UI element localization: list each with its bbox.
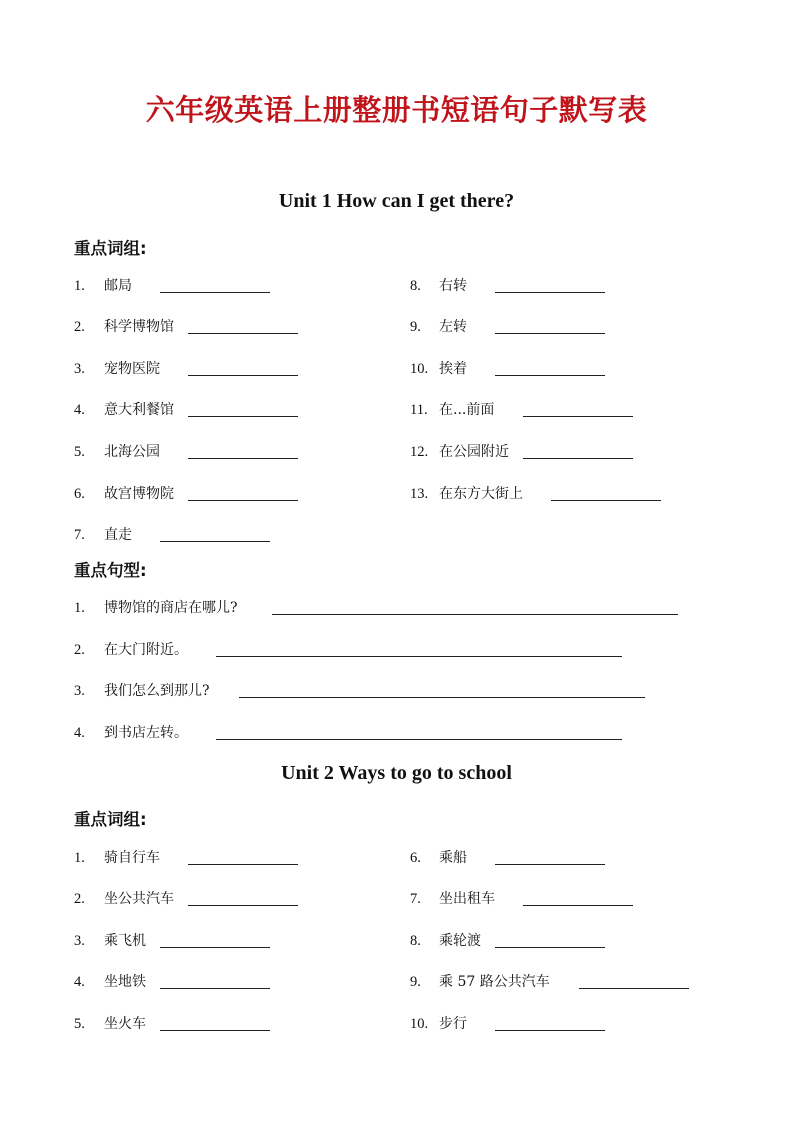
item-text: 宠物医院 xyxy=(104,361,160,377)
answer-blank[interactable] xyxy=(216,656,622,657)
unit-2-phrases-label: 重点词组: xyxy=(74,810,147,829)
item-text: 坐火车 xyxy=(104,1016,146,1032)
item-text: 在大门附近。 xyxy=(104,642,188,658)
unit-1-phrases-label: 重点词组: xyxy=(74,239,147,258)
answer-blank[interactable] xyxy=(188,375,298,376)
item-text: 到书店左转。 xyxy=(104,725,188,741)
answer-blank[interactable] xyxy=(579,988,689,989)
answer-blank[interactable] xyxy=(188,416,298,417)
item-text: 挨着 xyxy=(439,361,467,377)
answer-blank[interactable] xyxy=(188,458,298,459)
item-number: 2. xyxy=(74,891,85,907)
item-number: 2. xyxy=(74,642,85,658)
answer-blank[interactable] xyxy=(216,739,622,740)
answer-blank[interactable] xyxy=(188,500,298,501)
item-number: 8. xyxy=(410,278,421,294)
item-number: 10. xyxy=(410,1016,429,1032)
item-text: 骑自行车 xyxy=(104,850,160,866)
answer-blank[interactable] xyxy=(551,500,661,501)
answer-blank[interactable] xyxy=(239,697,645,698)
answer-blank[interactable] xyxy=(523,416,633,417)
item-number: 1. xyxy=(74,278,85,294)
item-text: 在...前面 xyxy=(439,402,495,418)
item-text: 在公园附近 xyxy=(439,444,509,460)
unit-2-heading: Unit 2 Ways to go to school xyxy=(281,762,512,784)
item-text: 北海公园 xyxy=(104,444,160,460)
answer-blank[interactable] xyxy=(523,905,633,906)
page-title: 六年级英语上册整册书短语句子默写表 xyxy=(145,93,648,127)
item-text: 科学博物馆 xyxy=(104,319,174,335)
item-text: 意大利餐馆 xyxy=(104,402,174,418)
item-text: 坐公共汽车 xyxy=(104,891,174,907)
item-number: 3. xyxy=(74,361,85,377)
item-text: 步行 xyxy=(439,1016,467,1032)
item-text: 博物馆的商店在哪儿? xyxy=(104,600,238,616)
item-number: 11. xyxy=(410,402,428,418)
item-text: 故宫博物院 xyxy=(104,486,174,502)
item-number: 7. xyxy=(74,527,85,543)
item-number: 4. xyxy=(74,402,85,418)
item-text: 右转 xyxy=(439,278,467,294)
item-text: 左转 xyxy=(439,319,467,335)
answer-blank[interactable] xyxy=(495,1030,605,1031)
answer-blank[interactable] xyxy=(160,292,270,293)
item-text: 乘船 xyxy=(439,850,467,866)
item-number: 7. xyxy=(410,891,421,907)
item-number: 5. xyxy=(74,1016,85,1032)
answer-blank[interactable] xyxy=(160,988,270,989)
item-text: 坐地铁 xyxy=(104,974,146,990)
answer-blank[interactable] xyxy=(188,864,298,865)
item-text: 我们怎么到那儿? xyxy=(104,683,210,699)
item-text: 乘 57 路公共汽车 xyxy=(439,974,550,990)
answer-blank[interactable] xyxy=(160,947,270,948)
answer-blank[interactable] xyxy=(495,375,605,376)
item-number: 2. xyxy=(74,319,85,335)
item-number: 13. xyxy=(410,486,429,502)
answer-blank[interactable] xyxy=(495,947,605,948)
unit-1-heading: Unit 1 How can I get there? xyxy=(278,190,515,212)
answer-blank[interactable] xyxy=(523,458,633,459)
item-number: 1. xyxy=(74,850,85,866)
item-number: 10. xyxy=(410,361,429,377)
item-text: 邮局 xyxy=(104,278,132,294)
item-number: 6. xyxy=(410,850,421,866)
item-text: 乘轮渡 xyxy=(439,933,481,949)
answer-blank[interactable] xyxy=(188,905,298,906)
item-text: 在东方大街上 xyxy=(439,486,523,502)
item-number: 5. xyxy=(74,444,85,460)
item-text: 乘飞机 xyxy=(104,933,146,949)
item-number: 4. xyxy=(74,974,85,990)
answer-blank[interactable] xyxy=(160,1030,270,1031)
item-number: 3. xyxy=(74,933,85,949)
unit-1-sentences-label: 重点句型: xyxy=(74,561,147,580)
answer-blank[interactable] xyxy=(272,614,678,615)
item-number: 12. xyxy=(410,444,429,460)
item-text: 直走 xyxy=(104,527,132,543)
answer-blank[interactable] xyxy=(495,292,605,293)
item-number: 9. xyxy=(410,319,421,335)
item-number: 9. xyxy=(410,974,421,990)
item-number: 6. xyxy=(74,486,85,502)
item-number: 3. xyxy=(74,683,85,699)
item-number: 1. xyxy=(74,600,85,616)
answer-blank[interactable] xyxy=(160,541,270,542)
item-number: 8. xyxy=(410,933,421,949)
answer-blank[interactable] xyxy=(188,333,298,334)
answer-blank[interactable] xyxy=(495,864,605,865)
item-number: 4. xyxy=(74,725,85,741)
item-text: 坐出租车 xyxy=(439,891,495,907)
answer-blank[interactable] xyxy=(495,333,605,334)
